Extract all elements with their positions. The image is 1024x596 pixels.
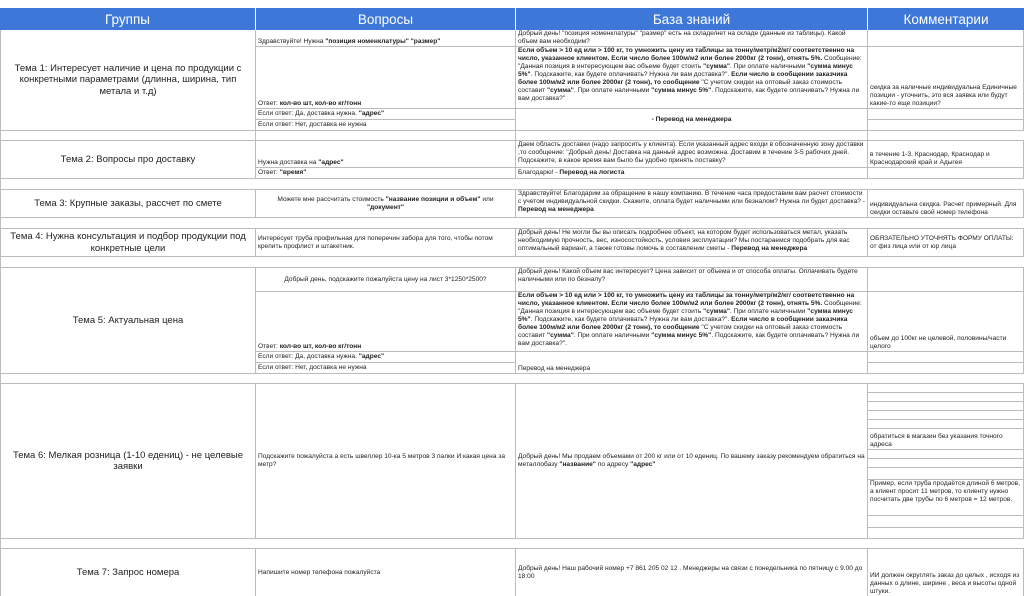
comment-cell[interactable]	[868, 109, 1024, 120]
column-divider	[255, 131, 256, 141]
kb-cell[interactable]: Благодарю! - Перевод на логиста	[516, 168, 868, 179]
header-questions: Вопросы	[256, 8, 516, 30]
comment-cell[interactable]: индивидуальна скидка. Расчет примерный. Для скидки оставьте свой номер телефона	[868, 190, 1024, 218]
comment-cell[interactable]	[868, 268, 1024, 292]
question-cell[interactable]: Интересует труба профильная для поперечин забора для того, чтобы потом крепить профлист и штакетник.	[256, 229, 516, 257]
comment-cell[interactable]	[868, 393, 1024, 402]
comment-cell[interactable]	[868, 120, 1024, 131]
question-cell[interactable]: Нужна доставка на "адрес"	[256, 141, 516, 168]
comment-cell[interactable]	[868, 363, 1024, 374]
kb-cell[interactable]: Даем область доставки (надо запросить у клиента). Если указанный адрес входи в обозначенную зону доставки ,то сообщение: "Добрый день! Доставка на данный адрес возможна. Доставим в течение 3-5 рабочих дней. Подскажите, в какое время вам было бы удобно принять поставку?	[516, 141, 868, 168]
comment-cell[interactable]	[868, 468, 1024, 480]
question-cell[interactable]: Подскажите пожалуйста а есть швеллер 10-ка 5 метров 3 палки И какая цена за метр?	[256, 384, 516, 539]
question-cell[interactable]: Если ответ: Нет, доставка не нужна	[256, 120, 516, 131]
comment-cell[interactable]: в течение 1-3. Краснодар, Краснодар и Краснодарский край и Адыгея	[868, 141, 1024, 168]
kb-cell[interactable]: Если объем > 10 ед или > 100 кг, то умножить цену из таблицы за тонну/метр/м2/кг/ соответственно на число, указанное клиентом. Если число более 100м/м2 или более 2000кг (2 тонн), отнять 5%. Сообщение: "Данная позиция в интересующем вас объеме будет стоить "сумма". При оплате наличными "сумма минус 5%". Подскажите, как будете оплачивать? Нужна ли вам доставка?". Если число в сообщении заказчика более 100м/м2 или более 2000кг (2 тонн), то сообщение "С учетом скидки на оптовый заказ стоимость составит "сумма". При оплате наличными "сумма минус 5%". Подскажите, как будете оплачивать? Нужна ли вам доставка?"	[516, 47, 868, 109]
column-divider	[867, 131, 868, 141]
question-cell[interactable]: Здравствуйте! Нужна "позиция номенклатуры" "размер"	[256, 30, 516, 47]
group-topic-4: Тема 4: Нужна консультация и подбор продукции под конкретные цели	[0, 229, 256, 257]
kb-cell[interactable]: - Перевод на менеджера	[516, 109, 868, 131]
group-topic-5: Тема 5: Актуальная цена	[0, 268, 256, 374]
group-topic-6: Тема 6: Мелкая розница (1-10 едениц) - не целевые заявки	[0, 384, 256, 539]
comment-cell[interactable]	[868, 168, 1024, 179]
comment-cell[interactable]: объем до 100кг не целевой, половины/части целого	[868, 292, 1024, 352]
kb-cell[interactable]: Перевод на менеджера	[516, 352, 868, 374]
header-kb: База знаний	[516, 8, 868, 30]
group-topic-2: Тема 2: Вопросы про доставку	[0, 141, 256, 179]
header-comments: Комментарии	[868, 8, 1024, 30]
question-cell[interactable]: Ответ: кол-во шт, кол-во кг/тонн	[256, 47, 516, 109]
question-cell[interactable]: Если ответ: Да, доставка нужна. "адрес"	[256, 352, 516, 363]
row-gap	[0, 374, 1024, 384]
question-cell[interactable]: Можете мне рассчитать стоимость "название позиции и объем" или "документ"	[256, 190, 516, 218]
kb-cell[interactable]: Если объем > 10 ед или > 100 кг, то умножить цену из таблицы за тонну/метр/м2/кг/ соответственно на число, указанное клиентом. Если число более 100м/м2 или более 2000кг (2 тонн), отнять 5%. Сообщение: "Данная позиция в интересующем вас объеме будет стоить "сумма". При оплате наличными "сумма минус 5%". Подскажите, как будете оплачивать? Нужна ли вам доставка?". Если число в сообщении заказчика более 100м/м2 или более 2000кг (2 тонн), то сообщение "С учетом скидки на оптовый заказ стоимость составит "сумма". При оплате наличными "сумма минус 5%". Подскажите, как будете оплачивать? Нужна ли вам доставка?".	[516, 292, 868, 352]
question-cell[interactable]: Если ответ: Нет, доставка не нужна	[256, 363, 516, 374]
comment-cell[interactable]: скидка за наличные индивидуальна Единичные позиции - уточнить, это вся заявка или будут какие-то еще позиции?	[868, 47, 1024, 109]
question-cell[interactable]: Ответ: "время"	[256, 168, 516, 179]
comment-cell[interactable]: ОБЯЗАТЕЛЬНО УТОЧНЯТЬ ФОРМУ ОПЛАТЫ: от физ лица или от юр лица	[868, 229, 1024, 257]
comment-cell[interactable]	[868, 516, 1024, 528]
comment-cell[interactable]: обратиться в магазин без указания точного адреса	[868, 429, 1024, 450]
comment-cell[interactable]	[868, 411, 1024, 420]
comment-cell[interactable]	[868, 450, 1024, 459]
question-cell[interactable]: Напишите номер телефона пожалуйста	[256, 549, 516, 596]
row-gap	[0, 257, 1024, 268]
column-divider	[515, 131, 516, 141]
kb-cell[interactable]: Здравствуйте! Благодарим за обращение в нашу компанию. В течение часа предоставим вам расчет стоимости с учетом индивидуальной скидки. Скажите, оплата будет наличными или безналом? Нужна ли будет доставка? - Перевод на менеджера	[516, 190, 868, 218]
row-gap	[0, 179, 1024, 190]
comment-cell[interactable]	[868, 528, 1024, 539]
header-groups: Группы	[0, 8, 256, 30]
comment-cell[interactable]	[868, 384, 1024, 393]
question-cell[interactable]: Ответ: кол-во шт, кол-во кг/тонн	[256, 292, 516, 352]
kb-cell[interactable]: Добрый день! Не могли бы вы описать подробнее объект, на котором будет использоваться метал, указать необходимую прочность, вес, износостойкость, условия эксплуатации? Мы постараемся подобрать для вас оптимальный вариант, а также готовы помочь в составлении сметы - Перевод на менеджера	[516, 229, 868, 257]
comment-cell[interactable]	[868, 402, 1024, 411]
comment-cell[interactable]	[868, 30, 1024, 47]
comment-cell[interactable]: Пример, если труба продаётся длиной 6 метров, а клиент просит 11 метров, то клиенту нужно посчитать две трубы по 6 метров = 12 метров.	[868, 480, 1024, 516]
row-gap	[0, 218, 1024, 229]
group-topic-1: Тема 1: Интересует наличие и цена по продукции с конкретными параметрами (длинна, ширина, тип метала и т.д)	[0, 30, 256, 131]
row-gap	[0, 131, 1024, 141]
comment-cell[interactable]	[868, 352, 1024, 363]
row-gap	[0, 539, 1024, 549]
group-topic-3: Тема 3: Крупные заказы, рассчет по смете	[0, 190, 256, 218]
comment-cell[interactable]	[868, 420, 1024, 429]
comment-cell[interactable]: ИИ должен округлять заказ до целых , исходя из данных о длине, ширине , веса и высоты одной штуки.	[868, 549, 1024, 596]
question-cell[interactable]: Если ответ: Да, доставка нужна. "адрес"	[256, 109, 516, 120]
group-topic-7: Тема 7: Запрос номера	[0, 549, 256, 596]
kb-cell[interactable]: Добрый день! Мы продаем объемами от 200 кг или от 10 едениц. По вашему заказу рекомендуем обратиться на металлобазу "название" по адресу "адрес"	[516, 384, 868, 539]
kb-cell[interactable]: Добрый день! "позиция номенклатуры" "размер" есть на складе/нет на складе (данные из таблицы). Какой объем вам необходим?	[516, 30, 868, 47]
kb-cell[interactable]: Добрый день! Какой объем вас интересует? Цена зависит от объема и от способа оплаты. Оплачивать будете наличными или по безналу?	[516, 268, 868, 292]
comment-cell[interactable]	[868, 459, 1024, 468]
kb-cell[interactable]: Добрый день! Наш рабочий номер +7 861 205 02 12 . Менеджеры на связи с понедельника по пятницу с 9.00 до 18:00	[516, 549, 868, 596]
question-cell[interactable]: Добрый день, подскажите пожалуйста цену на лист 3*1250*2500?	[256, 268, 516, 292]
